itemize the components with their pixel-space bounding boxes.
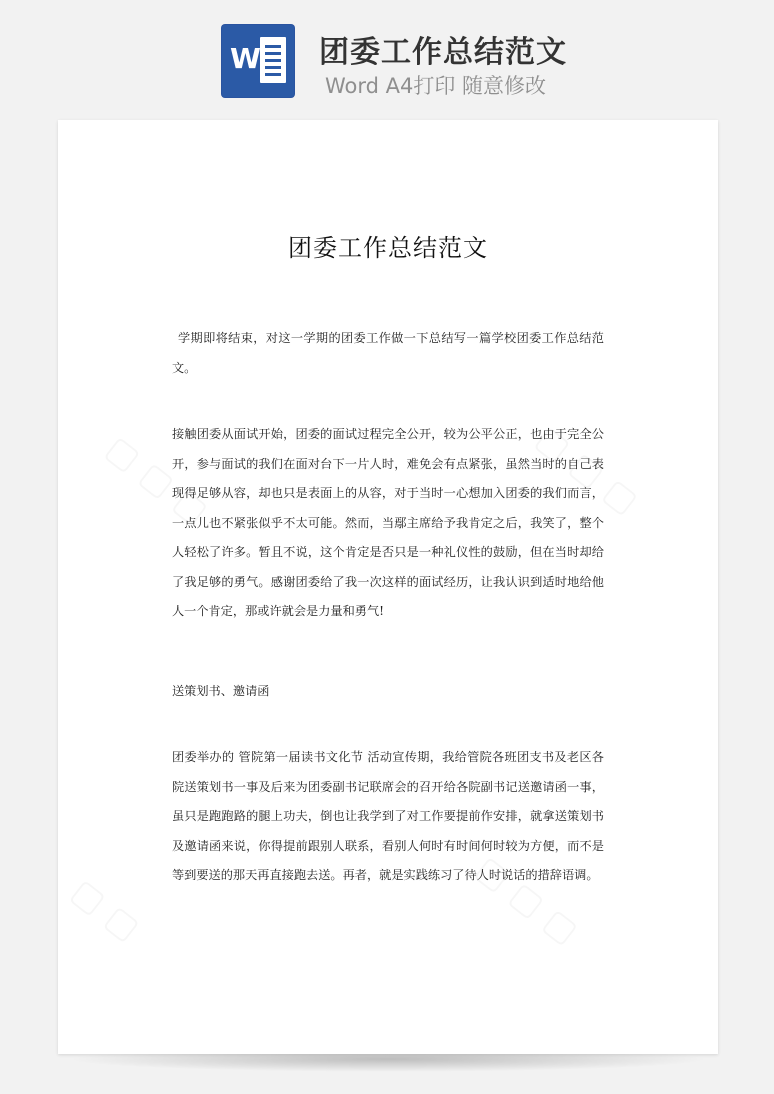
header-title: 团委工作总结范文 bbox=[319, 35, 567, 70]
section-heading: 送策划书、邀请函 bbox=[172, 684, 270, 698]
document-page bbox=[58, 120, 718, 1054]
app-letter: W bbox=[230, 42, 261, 75]
document-title: 团委工作总结范文 bbox=[288, 234, 488, 262]
header bbox=[0, 0, 774, 110]
word-icon bbox=[222, 25, 294, 97]
paragraph-intro: 学期即将结束，对这一学期的团委工作做一下总结写一篇学校团委工作总结范文。 bbox=[172, 331, 604, 375]
header-subtitle: Word A4打印 随意修改 bbox=[325, 74, 547, 98]
watermark bbox=[64, 871, 148, 949]
paragraph-interview: 接触团委从面试开始，团委的面试过程完全公开，较为公平公正，也由于完全公开，参与面试的我们在面对台下一片人时，难免会有点紧张，虽然当时的自己表现得足够从容，却也只是表面上的从容，对于当时一心想加入团委的我们而言，一点儿也不紧张似乎不太可能。然而，当鄢主席给予我肯定之后，我笑了，整个人轻松了许多。暂且不说，这个肯定是否只是一种礼仪性的鼓励，但在当时却给了我足够的勇气。感谢团委给了我一次这样的面试经历，让我认识到适时地给他人一个肯定，那或许就会是力量和勇气! bbox=[172, 427, 604, 618]
paragraph-delivery: 团委举办的 管院第一届读书文化节 活动宣传期，我给管院各班团支书及老区各院送策划书一事及后来为团委副书记联席会的召开给各院副书记送邀请函一事，虽只是跑跑路的腿上功夫，倒也让我学到了对工作要提前作安排，就拿送策划书及邀请函来说，你得提前跟别人联系，看别人何时有时间何时较为方便，而不是等到要送的那天再直接跑去送。再者，就是实践练习了待人时说话的措辞语调。 bbox=[172, 750, 604, 882]
document-lines-icon bbox=[260, 37, 286, 83]
